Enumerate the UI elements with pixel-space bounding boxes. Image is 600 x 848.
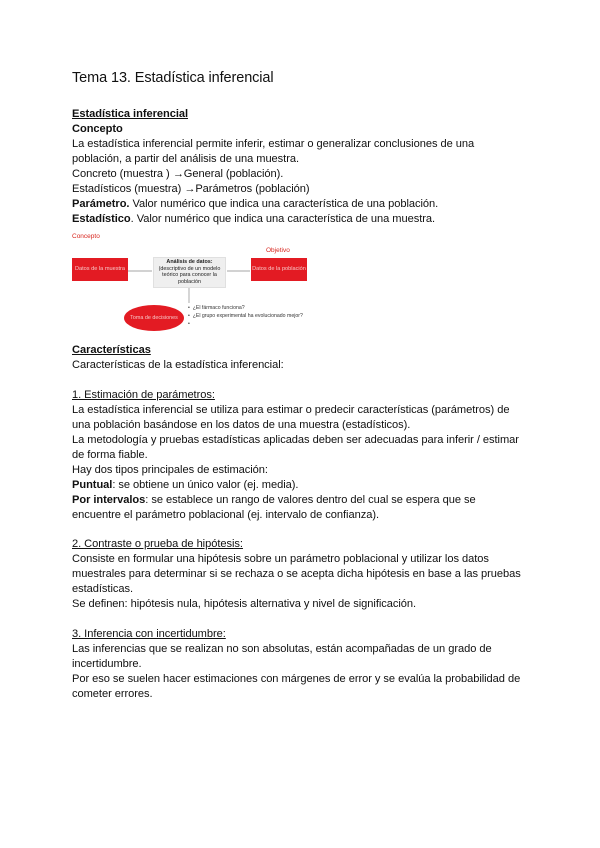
section-heading-estadistica: Estadística inferencial bbox=[72, 108, 189, 120]
intervalos-continuation: encuentre el parámetro poblacional (ej. intervalo de confianza). bbox=[72, 508, 379, 521]
diagram-box-poblacion: Datos de la población bbox=[251, 258, 307, 281]
estadistico-definition bbox=[72, 212, 532, 227]
subheading-contraste: 2. Contraste o prueba de hipótesis: bbox=[72, 538, 243, 550]
incertidumbre-line-3: Por eso se suelen hacer estimaciones con márgenes de error y se evalúa la probabilidad de bbox=[72, 672, 521, 685]
diagram-box-muestra: Datos de la muestra bbox=[72, 258, 128, 281]
subheading-estimacion: 1. Estimación de parámetros: bbox=[72, 388, 215, 401]
diagram-bullet-1: • ¿El fármaco funciona? bbox=[188, 305, 245, 311]
intervalos-text: : se establece un rango de valores dentro del cual se espera que se bbox=[145, 493, 476, 506]
diagram-bullet-2: • ¿El grupo experimental ha evolucionado mejor? bbox=[188, 312, 303, 319]
intervalos-definition bbox=[72, 493, 532, 508]
contraste-line-1: Consiste en formular una hipótesis sobre un parámetro poblacional y utilizar los datos bbox=[72, 553, 489, 565]
diagram-label-concepto: Concepto bbox=[72, 233, 100, 240]
puntual-text: : se obtiene un único valor (ej. media). bbox=[112, 478, 299, 491]
incertidumbre-line-4: cometer errores. bbox=[72, 687, 153, 700]
intro-line-4: Estadísticos (muestra) →Parámetros (población) bbox=[72, 183, 310, 195]
diagram-analisis-title: Análisis de datos: bbox=[166, 259, 213, 265]
intro-line-2: población, a partir del análisis de una muestra. bbox=[72, 153, 300, 165]
diagram-bullet-list bbox=[188, 305, 313, 328]
contraste-line-2: muestrales para determinar si se rechaza o se acepta dicha hipótesis en base a las pruebas bbox=[72, 568, 521, 580]
concept-diagram bbox=[72, 233, 532, 338]
intro-line-3: Concreto (muestra ) →General (población). bbox=[72, 168, 284, 180]
intervalos-term: Por intervalos bbox=[72, 493, 146, 506]
estadistico-term: Estadístico bbox=[72, 213, 131, 225]
incertidumbre-line-1: Las inferencias que se realizan no son absolutas, están acompañadas de un grado de bbox=[72, 642, 492, 655]
estadistico-text: . Valor numérico que indica una característica de una muestra. bbox=[130, 213, 436, 225]
caracteristicas-intro: Características de la estadística inferencial: bbox=[72, 359, 284, 371]
contraste-line-3: estadísticas. bbox=[72, 583, 134, 595]
parametro-term: Parámetro. bbox=[72, 198, 130, 210]
diagram-analisis-text: (descriptivo de un modelo teórico para conocer la población bbox=[158, 265, 221, 285]
puntual-definition bbox=[72, 478, 532, 493]
estimacion-line-2: una población basándose en los datos de una muestra (estadísticos). bbox=[72, 418, 411, 431]
diagram-label-objetivo: Objetivo bbox=[266, 247, 290, 254]
contraste-line-4: Se definen: hipótesis nula, hipótesis alternativa y nivel de significación. bbox=[72, 598, 417, 610]
parametro-definition bbox=[72, 197, 532, 212]
intro-line-1: La estadística inferencial permite inferir, estimar o generalizar conclusiones de una bbox=[72, 138, 475, 150]
estimacion-line-4: de forma fiable. bbox=[72, 448, 148, 461]
section-heading-caracteristicas: Características bbox=[72, 344, 151, 356]
document-page bbox=[72, 70, 532, 702]
concept-heading: Concepto bbox=[72, 123, 123, 135]
diagram-box-analisis bbox=[153, 257, 226, 288]
diagram-ellipse-decisiones: Toma de decisiones bbox=[124, 305, 184, 331]
parametro-text: Valor numérico que indica una característica de una población. bbox=[129, 198, 439, 210]
estimacion-line-1: La estadística inferencial se utiliza para estimar o predecir características (parámetros) de bbox=[72, 403, 510, 416]
estimacion-line-3: La metodología y pruebas estadísticas aplicadas deben ser adecuadas para inferir / estimar bbox=[72, 433, 519, 446]
incertidumbre-line-2: incertidumbre. bbox=[72, 657, 142, 670]
subheading-incertidumbre: 3. Inferencia con incertidumbre: bbox=[72, 627, 226, 640]
page-title: Tema 13. Estadística inferencial bbox=[72, 70, 274, 86]
puntual-term: Puntual bbox=[72, 478, 113, 491]
estimacion-line-5: Hay dos tipos principales de estimación: bbox=[72, 463, 268, 476]
diagram-bullet-3: • bbox=[188, 320, 193, 327]
